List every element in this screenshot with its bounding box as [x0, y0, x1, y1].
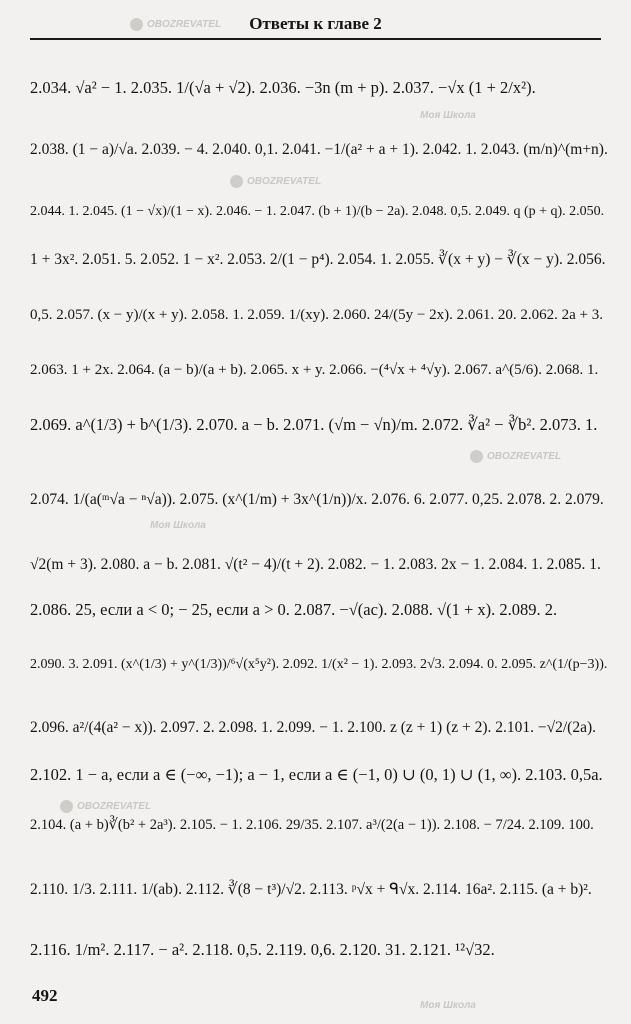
answer-line: 2.102. 1 − a, если a ∈ (−∞, −1); a − 1, если a ∈ (−1, 0) ∪ (0, 1) ∪ (1, ∞). 2.103. 0,5a.	[30, 765, 603, 784]
watermark-logo-icon	[470, 450, 483, 463]
answer-line: 2.074. 1/(a(ᵐ√a − ⁿ√a)). 2.075. (x^(1/m) + 3x^(1/n))/x. 2.076. 6. 2.077. 0,25. 2.078. 2. 2.079.	[30, 491, 604, 508]
watermark: Моя Школа	[150, 520, 206, 531]
watermark: Моя Школа	[420, 110, 476, 121]
answer-line: 2.096. a²/(4(a² − x)). 2.097. 2. 2.098. 1. 2.099. − 1. 2.100. z (z + 1) (z + 2). 2.101. −√2/(2a).	[30, 719, 597, 736]
answer-line: 2.110. 1/3. 2.111. 1/(ab). 2.112. ∛(8 − t³)/√2. 2.113. ᵖ√x + ᑫ√x. 2.114. 16a². 2.115. (a + b)².	[30, 881, 592, 898]
answer-line: 2.069. a^(1/3) + b^(1/3). 2.070. a − b. 2.071. (√m − √n)/m. 2.072. ∛a² − ∛b². 2.073. 1.	[30, 415, 598, 434]
watermark: OBOZREVATEL	[60, 800, 151, 813]
answer-line: 2.090. 3. 2.091. (x^(1/3) + y^(1/3))/⁶√(x⁵y²). 2.092. 1/(x² − 1). 2.093. 2√3. 2.094. 0. 2.095. z^(1/(p−3)).	[30, 657, 608, 672]
watermark: OBOZREVATEL	[130, 18, 221, 31]
watermark-logo-icon	[60, 800, 73, 813]
page-number: 492	[32, 986, 58, 1005]
chapter-title: Ответы к главе 2	[249, 14, 382, 33]
watermark-logo-icon	[230, 175, 243, 188]
answer-line: 2.038. (1 − a)/√a. 2.039. − 4. 2.040. 0,1. 2.041. −1/(a² + a + 1). 2.042. 1. 2.043. (m/n)^(m+n).	[30, 141, 608, 158]
answer-line: 2.034. √a² − 1. 2.035. 1/(√a + √2). 2.036. −3n (m + p). 2.037. −√x (1 + 2/x²).	[30, 78, 536, 97]
watermark: OBOZREVATEL	[230, 175, 321, 188]
answer-line: 1 + 3x². 2.051. 5. 2.052. 1 − x². 2.053. 2/(1 − p⁴). 2.054. 1. 2.055. ∛(x + y) − ∛(x − y). 2.056.	[30, 251, 606, 268]
watermark: Моя Школа	[420, 1000, 476, 1011]
answer-line: 2.044. 1. 2.045. (1 − √x)/(1 − x). 2.046. − 1. 2.047. (b + 1)/(b − 2a). 2.048. 0,5. 2.049. q (p + q). 2.050.	[30, 204, 605, 219]
answer-line: 0,5. 2.057. (x − y)/(x + y). 2.058. 1. 2.059. 1/(xy). 2.060. 24/(5y − 2x). 2.061. 20. 2.062. 2a + 3.	[30, 307, 603, 323]
watermark: OBOZREVATEL	[470, 450, 561, 463]
answer-line: √2(m + 3). 2.080. a − b. 2.081. √(t² − 4)/(t + 2). 2.082. − 1. 2.083. 2x − 1. 2.084. 1. 2.085. 1.	[30, 556, 601, 573]
answer-line: 2.104. (a + b)∛(b² + 2a³). 2.105. − 1. 2.106. 29/35. 2.107. a³/(2(a − 1)). 2.108. − 7/24. 2.109. 100.	[30, 817, 594, 833]
answer-line: 2.063. 1 + 2x. 2.064. (a − b)/(a + b). 2.065. x + y. 2.066. −(⁴√x + ⁴√y). 2.067. a^(5/6). 2.068. 1.	[30, 362, 599, 378]
chapter-header	[30, 12, 601, 40]
answer-line: 2.086. 25, если a < 0; − 25, если a > 0. 2.087. −√(ac). 2.088. √(1 + x). 2.089. 2.	[30, 600, 558, 619]
answer-line: 2.116. 1/m². 2.117. − a². 2.118. 0,5. 2.119. 0,6. 2.120. 31. 2.121. ¹²√32.	[30, 940, 495, 959]
